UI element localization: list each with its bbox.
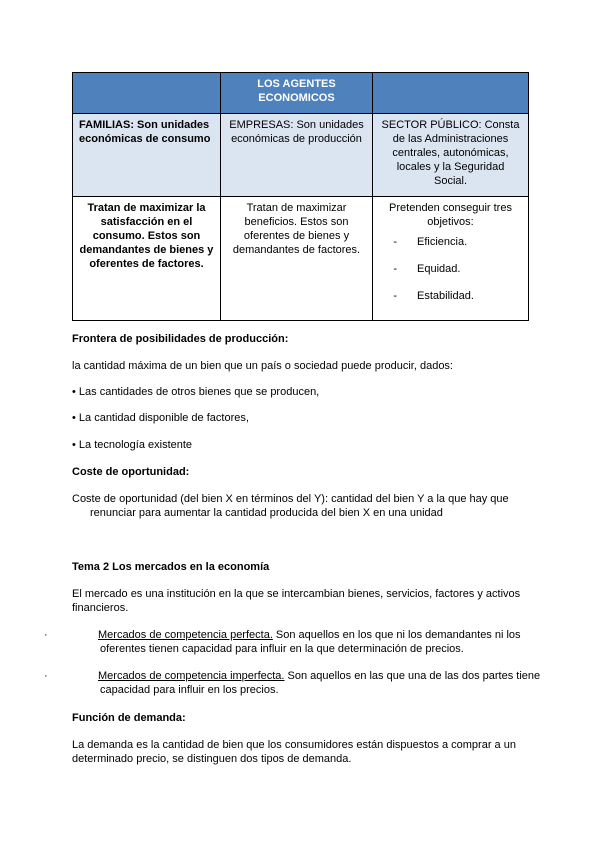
tema2-intro: El mercado es una institución en la que se intercambian bienes, servicios, factores y activos financieros. bbox=[72, 588, 521, 614]
coste-text: Coste de oportunidad (del bien X en términos del Y): cantidad del bien Y a la que hay que renunciar para aumentar la cantidad producida del bien X en una unidad bbox=[72, 493, 509, 519]
list-dash: - bbox=[393, 236, 397, 248]
bullet-perfecta-text: Son aquellos en los que ni los demandantes ni los oferentes tienen capacidad para influir en la que determinación de precios. bbox=[100, 629, 521, 655]
coste-heading: Coste de oportunidad: bbox=[72, 466, 190, 478]
demanda-heading: Función de demanda: bbox=[72, 712, 186, 724]
list-item: • La tecnología existente bbox=[72, 439, 193, 451]
bullet-mark: · bbox=[44, 629, 48, 641]
objective-text: Equidad. bbox=[417, 263, 461, 275]
tema2-heading: Tema 2 Los mercados en la economía bbox=[72, 561, 270, 573]
header-cell-1 bbox=[73, 73, 221, 114]
demanda-text: La demanda es la cantidad de bien que los consumidores están dispuestos a comprar a un determinado precio, se distinguen dos tipos de demanda. bbox=[72, 739, 516, 765]
objectives-list bbox=[379, 235, 522, 316]
objective-text: Eficiencia. bbox=[417, 236, 468, 248]
list-item bbox=[379, 262, 522, 289]
bullet-mark: · bbox=[44, 670, 48, 682]
list-item bbox=[379, 235, 522, 262]
cell-empresas-goal: Tratan de maximizar beneficios. Estos son oferentes de bienes y demandantes de factores. bbox=[221, 197, 373, 321]
cell-sector-publico-goal bbox=[373, 197, 529, 321]
list-dash: - bbox=[393, 263, 397, 275]
table-row-goals bbox=[73, 197, 529, 321]
term-competencia-imperfecta: Mercados de competencia imperfecta. bbox=[98, 670, 285, 682]
bullet-imperfecta-text: Son aquellos en las que una de las dos partes tiene capacidad para influir en los precios. bbox=[100, 670, 541, 696]
list-item: • La cantidad disponible de factores, bbox=[72, 412, 249, 424]
bullet-imperfecta bbox=[44, 669, 560, 697]
economic-agents-table bbox=[72, 72, 529, 321]
header-cell-3 bbox=[373, 73, 529, 114]
table-row-definitions bbox=[73, 114, 529, 197]
table-header-row bbox=[73, 73, 529, 114]
frontera-heading: Frontera de posibilidades de producción: bbox=[72, 333, 289, 345]
cell-familias: FAMILIAS: Son unidades económicas de consumo bbox=[73, 114, 221, 197]
objectives-intro: Pretenden conseguir tres objetivos: bbox=[389, 202, 512, 228]
list-item: • Las cantidades de otros bienes que se producen, bbox=[72, 386, 320, 398]
cell-empresas: EMPRESAS: Son unidades económicas de producción bbox=[221, 114, 373, 197]
cell-sector-publico: SECTOR PÚBLICO: Consta de las Administraciones centrales, autonómicas, locales y la Seguridad Social. bbox=[373, 114, 529, 197]
cell-familias-goal: Tratan de maximizar la satisfacción en el consumo. Estos son demandantes de bienes y oferentes de factores. bbox=[73, 197, 221, 321]
bullet-perfecta bbox=[44, 628, 560, 656]
list-dash: - bbox=[393, 290, 397, 302]
term-competencia-perfecta: Mercados de competencia perfecta. bbox=[98, 629, 273, 641]
header-cell-title: LOS AGENTES ECONOMICOS bbox=[221, 73, 373, 114]
objective-text: Estabilidad. bbox=[417, 290, 474, 302]
list-item bbox=[379, 289, 522, 316]
frontera-intro: la cantidad máxima de un bien que un país o sociedad puede producir, dados: bbox=[72, 360, 453, 372]
